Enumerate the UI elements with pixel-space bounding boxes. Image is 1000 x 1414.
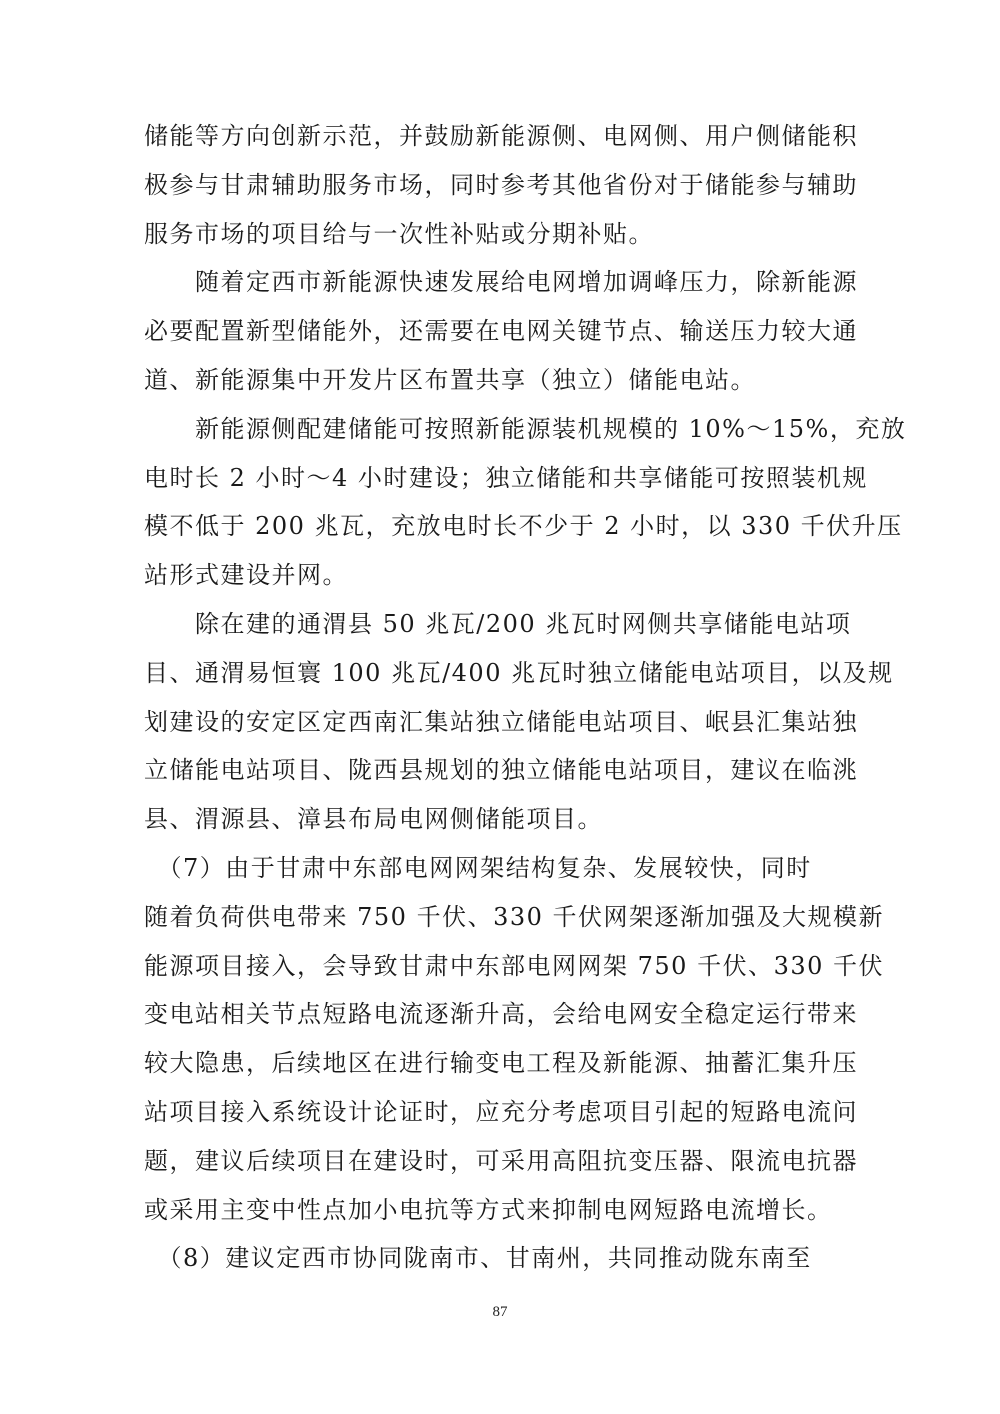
text-line: 道、新能源集中开发片区布置共享（独立）储能电站。	[144, 365, 756, 394]
text-line: （8）建议定西市协同陇南市、甘南州，共同推动陇东南至	[144, 1244, 812, 1273]
text-line: 模不低于 200 兆瓦，充放电时长不少于 2 小时，以 330 千伏升压	[144, 512, 903, 541]
text-line: 县、渭源县、漳县布局电网侧储能项目。	[144, 805, 603, 834]
paragraph-energy-storage-demo	[144, 112, 864, 258]
text-line: 或采用主变中性点加小电抗等方式来抑制电网短路电流增长。	[144, 1195, 833, 1224]
text-line: 目、通渭易恒寰 100 兆瓦/400 兆瓦时独立储能电站项目，以及规	[144, 658, 894, 687]
text-line: 新能源侧配建储能可按照新能源装机规模的 10%～15%，充放	[144, 414, 907, 443]
text-line: 极参与甘肃辅助服务市场，同时参考其他省份对于储能参与辅助	[144, 170, 858, 199]
text-line: 除在建的通渭县 50 兆瓦/200 兆瓦时网侧共享储能电站项	[144, 609, 852, 638]
text-line: 随着负荷供电带来 750 千伏、330 千伏网架逐渐加强及大规模新	[144, 902, 885, 931]
paragraph-storage-scale	[144, 405, 907, 600]
text-line: 题，建议后续项目在建设时，可采用高阻抗变压器、限流电抗器	[144, 1146, 858, 1175]
text-line: 划建设的安定区定西南汇集站独立储能电站项目、岷县汇集站独	[144, 707, 858, 736]
text-line: 变电站相关节点短路电流逐渐升高，会给电网安全稳定运行带来	[144, 1000, 858, 1029]
body-text	[144, 112, 907, 1283]
text-line: 电时长 2 小时～4 小时建设；独立储能和共享储能可按照装机规	[144, 463, 868, 492]
text-line: 随着定西市新能源快速发展给电网增加调峰压力，除新能源	[144, 268, 858, 297]
text-line: 必要配置新型储能外，还需要在电网关键节点、输送压力较大通	[144, 317, 858, 346]
text-line: 储能等方向创新示范，并鼓励新能源侧、电网侧、用户侧储能积	[144, 122, 858, 150]
text-line: 能源项目接入，会导致甘肃中东部电网网架 750 千伏、330 千伏	[144, 951, 885, 980]
text-line: 站项目接入系统设计论证时，应充分考虑项目引起的短路电流问	[144, 1097, 858, 1126]
paragraph-storage-projects	[144, 600, 894, 844]
paragraph-shared-storage	[144, 258, 864, 404]
paragraph-item-7-short-circuit	[144, 844, 885, 1234]
text-line: （7）由于甘肃中东部电网网架结构复杂、发展较快，同时	[144, 853, 812, 882]
paragraph-item-8-cooperation	[144, 1234, 864, 1283]
text-line: 较大隐患，后续地区在进行输变电工程及新能源、抽蓄汇集升压	[144, 1049, 858, 1078]
text-line: 服务市场的项目给与一次性补贴或分期补贴。	[144, 219, 654, 248]
text-line: 立储能电站项目、陇西县规划的独立储能电站项目，建议在临洮	[144, 756, 858, 785]
page-number: 87	[492, 1304, 508, 1320]
text-line: 站形式建设并网。	[144, 561, 348, 590]
